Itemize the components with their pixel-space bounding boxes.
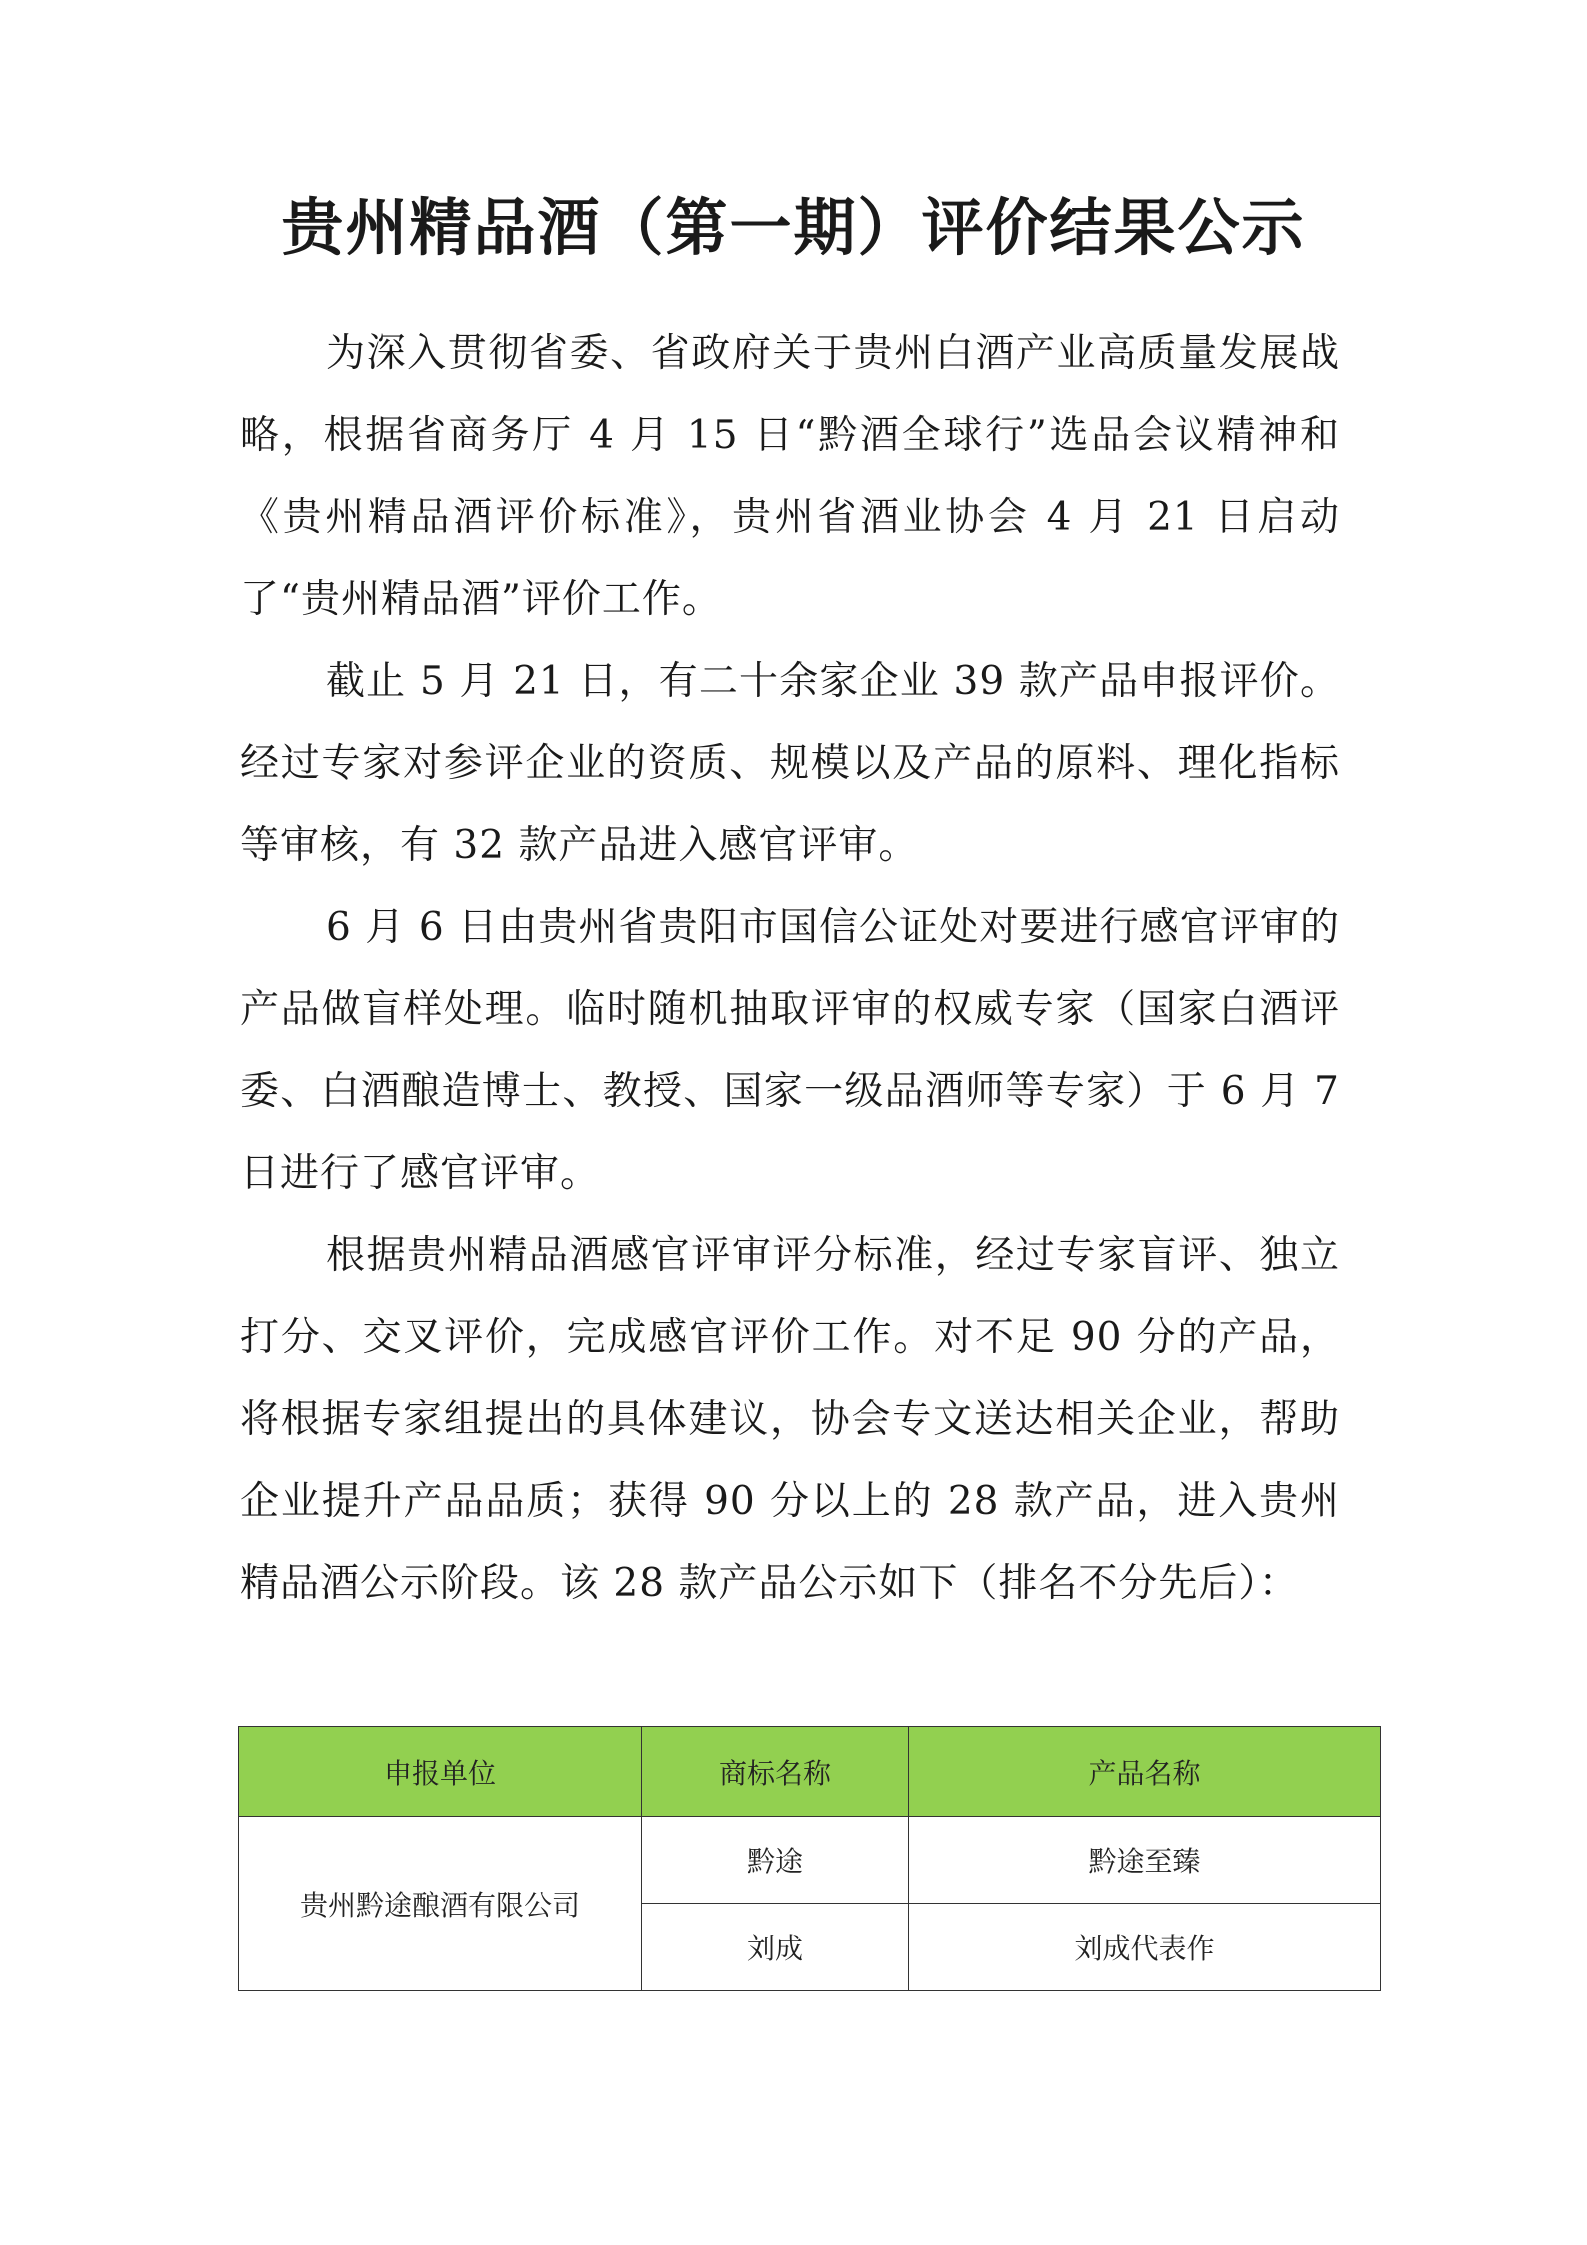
header-brand: 商标名称 <box>642 1727 909 1817</box>
header-applicant: 申报单位 <box>239 1727 642 1817</box>
cell-brand: 刘成 <box>642 1904 909 1991</box>
results-table <box>238 1726 1381 1991</box>
cell-product: 黔途至臻 <box>909 1817 1381 1904</box>
document-title: 贵州精品酒（第一期）评价结果公示 <box>281 191 1306 264</box>
paragraph-results: 根据贵州精品酒感官评审评分标准，经过专家盲评、独立打分、交叉评价，完成感官评价工作。对不足 90 分的产品，将根据专家组提出的具体建议，协会专文送达相关企业，帮助企业提升产品品质；获得 90 分以上的 28 款产品，进入贵州精品酒公示阶段。该 28 款产品公示如下（排名不分先后）： <box>240 1233 1340 1606</box>
table-header-row <box>239 1727 1381 1817</box>
cell-brand: 黔途 <box>642 1817 909 1904</box>
paragraph-sensory-review: 6 月 6 日由贵州省贵阳市国信公证处对要进行感官评审的产品做盲样处理。临时随机抽取评审的权威专家（国家白酒评委、白酒酿造博士、教授、国家一级品酒师等专家）于 6 月 7 日进行了感官评审。 <box>240 905 1340 1196</box>
document-body <box>240 313 1340 1625</box>
cell-product: 刘成代表作 <box>909 1904 1381 1991</box>
paragraph-intro: 为深入贯彻省委、省政府关于贵州白酒产业高质量发展战略，根据省商务厅 4 月 15 日“黔酒全球行”选品会议精神和《贵州精品酒评价标准》，贵州省酒业协会 4 月 21 日启动了“贵州精品酒”评价工作。 <box>240 331 1340 622</box>
table-row <box>239 1817 1381 1904</box>
header-product: 产品名称 <box>909 1727 1381 1817</box>
paragraph-submission: 截止 5 月 21 日，有二十余家企业 39 款产品申报评价。经过专家对参评企业的资质、规模以及产品的原料、理化指标等审核，有 32 款产品进入感官评审。 <box>240 659 1340 868</box>
cell-company: 贵州黔途酿酒有限公司 <box>239 1817 642 1991</box>
results-table-container <box>238 1726 1380 1991</box>
